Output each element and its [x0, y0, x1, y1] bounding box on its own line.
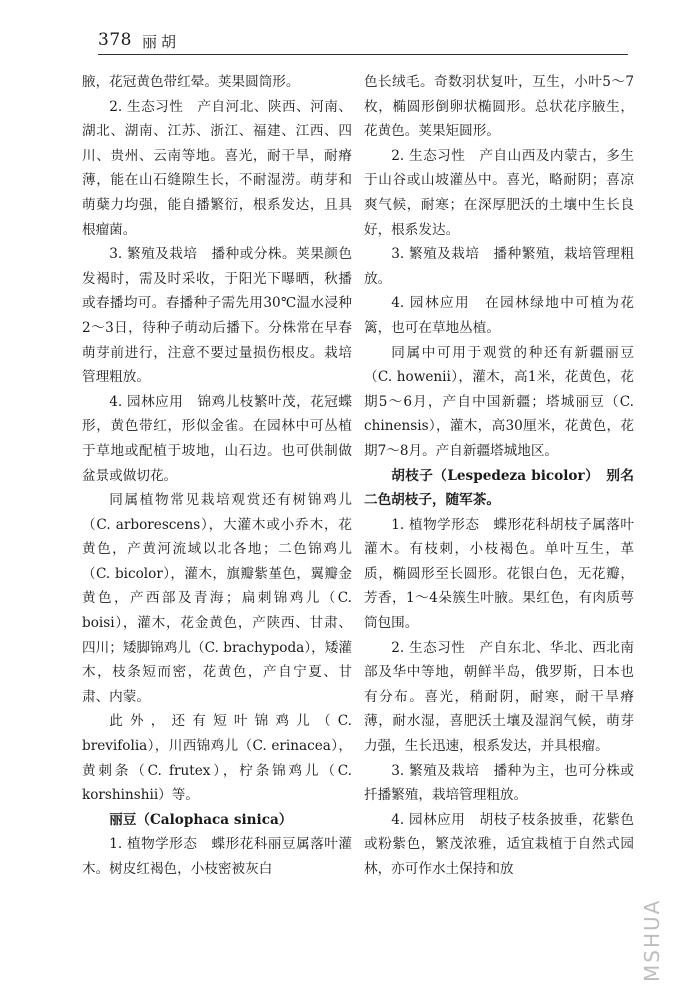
watermark: MSHUA: [640, 898, 664, 982]
paragraph: 3. 繁殖及栽培 播种或分株。荚果颜色发褐时，需及时采收，于阳光下曝晒，秋播或春播均可。春播种子需先用30℃温水浸种2～3日，待种子萌动后播下。分株常在早春萌芽前进行，注意不要过量损伤根皮。栽培管理粗放。: [82, 246, 352, 386]
paragraph: 腋，花冠黄色带红晕。荚果圆筒形。: [82, 74, 300, 90]
paragraph: 3. 繁殖及栽培 播种为主，也可分株或扦播繁殖，栽培管理粗放。: [364, 762, 634, 804]
species-heading: 胡枝子（Lespedeza bicolor） 别名二色胡枝子，随军茶。: [364, 467, 634, 509]
paragraph: 同属中可用于观赏的种还有新疆丽豆（C. howenii），灌木，高1米，花黄色，花期5～6月，产自中国新疆；塔城丽豆（C. chinensis），灌木，高30厘米，花黄色，花期7～8月。产自新疆塔城地区。: [364, 344, 634, 459]
paragraph: 1. 植物学形态 蝶形花科胡枝子属落叶灌木。有枝刺，小枝褐色。单叶互生，革质，椭圆形至长圆形。花银白色，无花瓣，芳香，1～4朵簇生叶腋。果红色，有肉质萼筒包围。: [364, 516, 634, 632]
paragraph: 此外，还有短叶锦鸡儿（C. brevifolia），川西锦鸡儿（C. erinacea），黄刺条（C. frutex），柠条锦鸡儿（C. korshinshii）等。: [82, 713, 352, 804]
paragraph: 4. 园林应用 在园林绿地中可植为花篱，也可在草地丛植。: [364, 295, 634, 336]
paragraph: 1. 植物学形态 蝶形花科丽豆属落叶灌木。树皮红褐色，小枝密被灰白: [82, 836, 352, 877]
paragraph: 2. 生态习性 产自山西及内蒙古，多生于山谷或山坡灌丛中。喜光，略耐阴；喜凉爽气候，耐寒；在深厚肥沃的土壤中生长良好，根系发达。: [364, 147, 634, 238]
paragraph: 4. 园林应用 锦鸡儿枝繁叶茂，花冠蝶形，黄色带红，形似金雀。在园林中可丛植于草地或配植于坡地，山石边。也可供制做盆景或做切花。: [82, 393, 352, 484]
header-rule: [98, 54, 628, 55]
paragraph: 同属植物常见栽培观赏还有树锦鸡儿（C. arborescens），大灌木或小乔木，花黄色，产黄河流域以北各地；二色锦鸡儿（C. bicolor），灌木，旗瓣紫堇色，翼瓣金黄色，产西部及青海；扁刺锦鸡儿（C. boisi），灌木，花金黄色，产陕西、甘肃、四川；矮脚锦鸡儿（C. brachypoda），矮灌木，枝条短而密，花黄色，产自宁夏、甘肃、内蒙。: [82, 492, 352, 705]
running-title: 丽胡: [142, 33, 181, 51]
paragraph: 3. 繁殖及栽培 播种繁殖，栽培管理粗放。: [364, 246, 634, 287]
paragraph: 2. 生态习性 产自河北、陕西、河南、湖北、湖南、江苏、浙江、福建、江西、四川、贵州、云南等地。喜光，耐干旱，耐瘠薄，能在山石缝隙生长，不耐湿涝。萌芽和萌蘖力均强，能自播繁衍，根系发达，且具根瘤菌。: [82, 98, 352, 238]
right-column: [364, 70, 634, 882]
page-header: [98, 26, 638, 56]
page-number: 378: [98, 30, 132, 50]
paragraph: 4. 园林应用 胡枝子枝条披垂，花紫色或粉紫色，繁茂浓雅，适宜栽植于自然式园林，亦可作水土保持和放: [364, 811, 634, 877]
species-heading: 丽豆（Calophaca sinica）: [109, 811, 293, 828]
paragraph: 色长绒毛。奇数羽状复叶，互生，小叶5～7枚，椭圆形倒卵状椭圆形。总状花序腋生，花黄色。荚果矩圆形。: [364, 74, 634, 140]
left-column: [82, 70, 352, 882]
paragraph: 2. 生态习性 产自东北、华北、西北南部及华中等地，朝鲜半岛，俄罗斯，日本也有分布。喜光，稍耐阴，耐寒，耐干旱瘠薄，耐水湿，喜肥沃土壤及湿润气候，萌芽力强，生长迅速，根系发达，并具根瘤。: [364, 639, 634, 755]
